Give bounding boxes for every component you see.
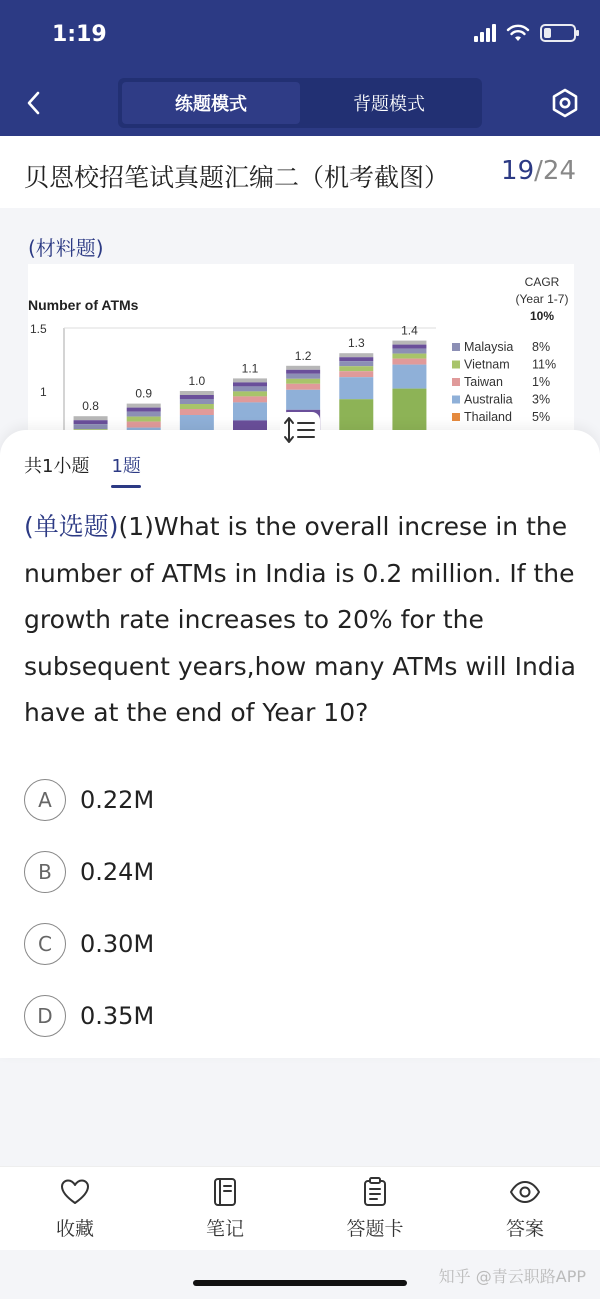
option-value: 0.22M xyxy=(80,786,155,814)
mode-switch xyxy=(118,78,482,128)
y-tick-label: 1.5 xyxy=(30,322,47,336)
bar-segment xyxy=(127,417,161,422)
status-icons xyxy=(474,24,576,42)
notebook-icon xyxy=(209,1176,241,1208)
legend-label: Thailand xyxy=(464,410,512,424)
header xyxy=(0,0,600,136)
bar-segment xyxy=(233,378,267,382)
legend-cagr: 5% xyxy=(532,410,551,424)
tab-practice-mode[interactable]: 练题模式 xyxy=(122,82,300,124)
bar-segment xyxy=(392,365,426,389)
bar-segment xyxy=(392,349,426,354)
exam-title: 贝恩校招笔试真题汇编二（机考截图） xyxy=(24,163,450,192)
chart-title: Number of ATMs xyxy=(28,297,139,313)
legend-swatch xyxy=(452,378,460,386)
bar-segment xyxy=(339,371,373,377)
bar-segment xyxy=(339,361,373,366)
legend-cagr: 11% xyxy=(532,357,557,372)
option-a[interactable] xyxy=(24,764,576,836)
bar-segment xyxy=(339,377,373,399)
bar-segment xyxy=(180,395,214,399)
subquestion-count: 共1小题 xyxy=(24,456,90,477)
bar-segment xyxy=(286,370,320,374)
bar-segment xyxy=(233,386,267,391)
notes-label: 笔记 xyxy=(205,1218,244,1240)
legend-swatch xyxy=(452,343,460,351)
option-value: 0.24M xyxy=(80,858,155,886)
bar-segment xyxy=(180,399,214,404)
tab-question-1[interactable]: 1题 xyxy=(111,452,140,478)
favorite-button[interactable] xyxy=(0,1167,150,1250)
legend-cagr: 1% xyxy=(532,375,551,389)
bar-segment xyxy=(339,366,373,371)
bar-segment xyxy=(392,341,426,345)
y-tick-label: 1 xyxy=(40,385,47,399)
pager-current: 19 xyxy=(501,156,535,186)
option-c[interactable] xyxy=(24,908,576,980)
bar-segment xyxy=(127,412,161,417)
pager-separator: / xyxy=(534,156,543,186)
bar-segment xyxy=(180,404,214,409)
bar-segment xyxy=(286,384,320,390)
bar-segment xyxy=(180,409,214,415)
bar-segment xyxy=(286,390,320,410)
option-b[interactable] xyxy=(24,836,576,908)
bar-segment xyxy=(233,382,267,386)
answer-options xyxy=(24,764,576,1052)
pager-total: 24 xyxy=(542,156,576,186)
bar-value-label: 0.8 xyxy=(82,399,99,414)
question-text xyxy=(24,504,576,737)
bar-segment xyxy=(233,391,267,396)
cagr-total: 10% xyxy=(529,309,555,323)
legend-label: Malaysia xyxy=(464,340,514,354)
home-indicator[interactable] xyxy=(193,1280,407,1286)
legend-cagr: 8% xyxy=(532,340,551,354)
question-body: (1)What is the overall increse in the number of ATMs in India is 0.2 million. If the growth rate increases to 20% for the subsequent years,how many ATMs will India have at the end of Year 10? xyxy=(24,512,576,727)
clipboard-icon xyxy=(359,1176,391,1208)
bar-value-label: 1.1 xyxy=(241,361,259,376)
bar-value-label: 1.2 xyxy=(294,348,312,363)
bar-segment xyxy=(339,357,373,361)
bar-segment xyxy=(127,404,161,408)
material-label: (材料题) xyxy=(28,236,104,260)
option-d[interactable] xyxy=(24,980,576,1052)
bar-segment xyxy=(74,420,108,424)
question-pager xyxy=(501,156,576,186)
status-time: 1:19 xyxy=(52,22,107,47)
bottom-toolbar xyxy=(0,1166,600,1250)
legend-cagr: 3% xyxy=(532,392,551,407)
bar-segment xyxy=(74,416,108,420)
question-type: (单选题) xyxy=(24,512,119,541)
signal-icon xyxy=(474,24,496,42)
option-letter: A xyxy=(24,779,66,821)
battery-icon xyxy=(540,24,576,42)
bar-segment xyxy=(74,424,108,429)
bar-segment xyxy=(233,402,267,420)
bar-segment xyxy=(127,422,161,428)
notes-button[interactable] xyxy=(150,1167,300,1250)
legend-swatch xyxy=(452,413,460,421)
watermark: 知乎 @青云职路APP xyxy=(438,1267,586,1286)
bar-segment xyxy=(180,391,214,395)
eye-icon xyxy=(509,1176,541,1208)
bar-segment xyxy=(392,345,426,349)
back-arrow-icon[interactable] xyxy=(20,88,50,118)
bar-segment xyxy=(286,366,320,370)
answer-label: 答案 xyxy=(505,1218,544,1240)
cagr-subtitle: (Year 1-7) xyxy=(515,292,569,306)
heart-icon xyxy=(59,1176,91,1208)
answer-card-label: 答题卡 xyxy=(346,1218,404,1240)
option-letter: C xyxy=(24,923,66,965)
show-answer-button[interactable] xyxy=(450,1167,600,1250)
settings-icon[interactable] xyxy=(550,88,580,118)
bar-value-label: 1.0 xyxy=(188,374,206,388)
bar-segment xyxy=(286,379,320,384)
option-letter: D xyxy=(24,995,66,1037)
title-bar xyxy=(0,136,600,208)
bar-segment xyxy=(127,408,161,412)
bar-value-label: 0.9 xyxy=(135,386,153,401)
legend-label: Taiwan xyxy=(464,375,503,389)
bar-segment xyxy=(392,354,426,359)
bar-segment xyxy=(286,374,320,379)
bar-segment xyxy=(392,359,426,365)
bar-segment xyxy=(180,415,214,431)
option-value: 0.35M xyxy=(80,1002,155,1030)
legend-swatch xyxy=(452,361,460,369)
sheet-tabs xyxy=(24,452,141,478)
resize-lines-icon xyxy=(283,415,317,445)
wifi-icon xyxy=(506,24,530,42)
bar-segment xyxy=(339,353,373,357)
bar-segment xyxy=(233,396,267,402)
legend-label: Vietnam xyxy=(464,357,510,372)
bar-value-label: 1.3 xyxy=(347,336,365,351)
option-value: 0.30M xyxy=(80,930,155,958)
cagr-title: CAGR xyxy=(524,275,560,289)
drag-handle[interactable] xyxy=(280,412,320,448)
favorite-label: 收藏 xyxy=(55,1218,94,1240)
legend-swatch xyxy=(452,396,460,404)
answer-card-button[interactable] xyxy=(300,1167,450,1250)
bar-value-label: 1.4 xyxy=(401,323,418,338)
legend-label: Australia xyxy=(464,392,513,407)
option-letter: B xyxy=(24,851,66,893)
tab-memorize-mode[interactable]: 背题模式 xyxy=(353,94,425,115)
